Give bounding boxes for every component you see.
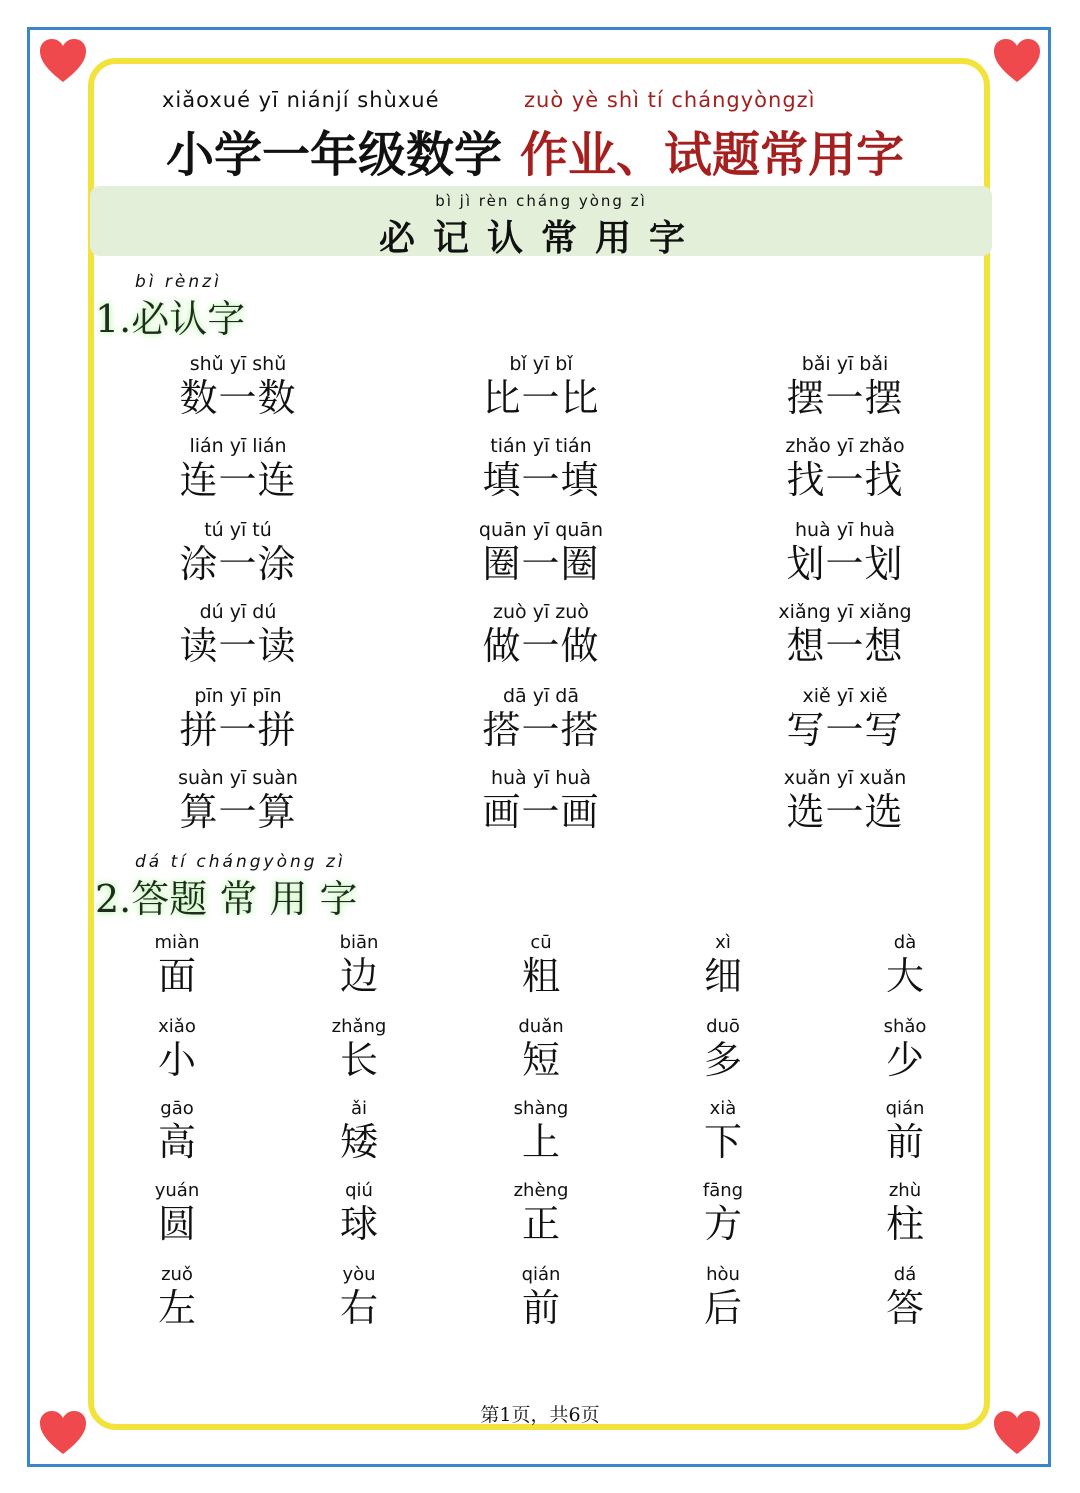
word-item xyxy=(441,684,641,752)
word-chars: 摆一摆 xyxy=(786,376,904,420)
word-chars: 比一比 xyxy=(482,376,600,420)
word-item xyxy=(745,766,945,834)
char-pinyin: yòu xyxy=(342,1264,376,1285)
char-hanzi: 前 xyxy=(521,1286,560,1330)
char-hanzi: 边 xyxy=(339,954,378,998)
char-item xyxy=(481,1264,601,1330)
char-hanzi: 少 xyxy=(885,1038,924,1082)
char-pinyin: duǎn xyxy=(518,1016,564,1037)
char-hanzi: 细 xyxy=(703,954,742,998)
char-item xyxy=(481,1180,601,1246)
char-item xyxy=(845,1180,965,1246)
char-pinyin: zhǎng xyxy=(331,1016,387,1037)
char-hanzi: 正 xyxy=(521,1202,560,1246)
section-1-pinyin: bì rènzì xyxy=(135,272,222,292)
word-chars: 想一想 xyxy=(786,624,904,668)
char-pinyin: dà xyxy=(893,932,917,953)
page-title-black: 小学一年级数学 xyxy=(166,127,503,183)
word-pinyin: tián yī tián xyxy=(490,435,592,457)
word-chars: 划一划 xyxy=(786,542,904,586)
word-pinyin: xuǎn yī xuǎn xyxy=(783,767,907,789)
word-item xyxy=(441,600,641,668)
char-pinyin: fāng xyxy=(702,1180,744,1201)
char-pinyin: hòu xyxy=(706,1264,740,1285)
word-item xyxy=(745,352,945,420)
section-2-title: 2.答题 常 用 字 xyxy=(95,877,358,921)
char-pinyin: xì xyxy=(715,932,731,953)
char-pinyin: qiú xyxy=(345,1180,373,1201)
char-item xyxy=(481,932,601,998)
word-pinyin: suàn yī suàn xyxy=(178,767,298,789)
word-chars: 填一填 xyxy=(482,458,600,502)
char-item xyxy=(845,1016,965,1082)
char-item xyxy=(117,1098,237,1164)
word-chars: 写一写 xyxy=(786,708,904,752)
char-pinyin: gāo xyxy=(160,1098,194,1119)
char-hanzi: 下 xyxy=(703,1120,742,1164)
word-chars: 涂一涂 xyxy=(179,542,297,586)
heart-icon-top-right xyxy=(992,36,1042,86)
char-item xyxy=(663,1016,783,1082)
section-2-pinyin: dá tí chángyòng zì xyxy=(135,852,346,872)
char-hanzi: 短 xyxy=(521,1038,560,1082)
char-pinyin: xià xyxy=(709,1098,737,1119)
word-item xyxy=(441,434,641,502)
word-chars: 搭一搭 xyxy=(482,708,600,752)
char-hanzi: 大 xyxy=(885,954,924,998)
char-hanzi: 球 xyxy=(339,1202,378,1246)
char-pinyin: zhù xyxy=(888,1180,922,1201)
word-chars: 做一做 xyxy=(482,624,600,668)
word-pinyin: huà yī huà xyxy=(490,767,592,789)
word-item xyxy=(138,352,338,420)
char-item xyxy=(481,1098,601,1164)
word-pinyin: quān yī quān xyxy=(478,519,604,541)
banner-pinyin: bì jì rèn cháng yòng zì xyxy=(435,192,647,210)
char-pinyin: shàng xyxy=(513,1098,569,1119)
word-item xyxy=(138,434,338,502)
word-item xyxy=(138,518,338,586)
char-pinyin: yuán xyxy=(154,1180,200,1201)
char-hanzi: 柱 xyxy=(885,1202,924,1246)
char-hanzi: 面 xyxy=(157,954,196,998)
word-pinyin: bǐ yī bǐ xyxy=(509,353,573,375)
word-item xyxy=(138,600,338,668)
char-pinyin: ǎi xyxy=(350,1098,368,1119)
word-pinyin: xiě yī xiě xyxy=(802,685,888,707)
char-hanzi: 后 xyxy=(703,1286,742,1330)
word-item xyxy=(441,518,641,586)
char-item xyxy=(663,1180,783,1246)
word-item xyxy=(441,766,641,834)
char-item xyxy=(481,1016,601,1082)
word-item xyxy=(745,518,945,586)
word-chars: 选一选 xyxy=(786,790,904,834)
char-item xyxy=(845,932,965,998)
word-pinyin: dā yī dā xyxy=(502,685,579,707)
char-item xyxy=(663,1098,783,1164)
char-pinyin: cū xyxy=(530,932,552,953)
char-hanzi: 粗 xyxy=(521,954,560,998)
char-item xyxy=(117,1264,237,1330)
char-pinyin: biān xyxy=(339,932,379,953)
char-pinyin: miàn xyxy=(154,932,200,953)
char-hanzi: 长 xyxy=(339,1038,378,1082)
word-chars: 读一读 xyxy=(179,624,297,668)
word-chars: 连一连 xyxy=(179,458,297,502)
char-hanzi: 答 xyxy=(885,1286,924,1330)
page-footer: 第1页，共6页 xyxy=(480,1404,600,1426)
section-banner xyxy=(90,186,992,259)
char-hanzi: 小 xyxy=(157,1038,196,1082)
char-item xyxy=(845,1098,965,1164)
char-item xyxy=(845,1264,965,1330)
word-pinyin: dú yī dú xyxy=(199,601,277,623)
char-item xyxy=(117,1180,237,1246)
char-item xyxy=(299,1264,419,1330)
word-pinyin: tú yī tú xyxy=(204,519,272,541)
page-title-red: 作业、试题常用字 xyxy=(520,127,905,183)
section-1-title: 1.必认字 xyxy=(95,297,246,341)
title-pinyin-black: xiǎoxué yī niánjí shùxué xyxy=(162,88,440,112)
char-item xyxy=(117,1016,237,1082)
word-chars: 画一画 xyxy=(482,790,600,834)
char-hanzi: 右 xyxy=(339,1286,378,1330)
char-hanzi: 前 xyxy=(885,1120,924,1164)
word-pinyin: pīn yī pīn xyxy=(194,685,282,707)
char-item xyxy=(663,932,783,998)
char-item xyxy=(299,1016,419,1082)
char-pinyin: zhèng xyxy=(513,1180,569,1201)
word-chars: 拼一拼 xyxy=(179,708,297,752)
char-item xyxy=(117,932,237,998)
word-chars: 数一数 xyxy=(179,376,297,420)
word-chars: 找一找 xyxy=(786,458,904,502)
word-item xyxy=(745,684,945,752)
char-pinyin: qián xyxy=(885,1098,925,1119)
word-chars: 圈一圈 xyxy=(482,542,600,586)
word-item xyxy=(745,600,945,668)
char-pinyin: xiǎo xyxy=(158,1016,196,1037)
title-pinyin-red: zuò yè shì tí chángyòngzì xyxy=(524,88,816,112)
char-pinyin: duō xyxy=(706,1016,740,1037)
char-item xyxy=(299,1180,419,1246)
banner-title: 必记认常用字 xyxy=(378,217,703,259)
word-pinyin: xiǎng yī xiǎng xyxy=(778,601,912,623)
word-pinyin: zhǎo yī zhǎo xyxy=(785,435,905,457)
word-item xyxy=(138,766,338,834)
char-item xyxy=(299,1098,419,1164)
word-chars: 算一算 xyxy=(179,790,297,834)
char-hanzi: 方 xyxy=(703,1202,742,1246)
char-hanzi: 圆 xyxy=(157,1202,196,1246)
heart-icon-top-left xyxy=(38,36,88,86)
word-item xyxy=(745,434,945,502)
word-pinyin: lián yī lián xyxy=(189,435,287,457)
word-pinyin: huà yī huà xyxy=(794,519,896,541)
char-pinyin: shǎo xyxy=(883,1016,927,1037)
word-pinyin: bǎi yī bǎi xyxy=(801,353,889,375)
char-pinyin: zuǒ xyxy=(161,1264,193,1285)
char-hanzi: 多 xyxy=(703,1038,742,1082)
char-item xyxy=(663,1264,783,1330)
word-item xyxy=(138,684,338,752)
word-pinyin: shǔ yī shǔ xyxy=(189,353,287,375)
char-pinyin: qián xyxy=(521,1264,561,1285)
char-hanzi: 左 xyxy=(157,1286,196,1330)
char-hanzi: 高 xyxy=(157,1120,196,1164)
char-item xyxy=(299,932,419,998)
word-pinyin: zuò yī zuò xyxy=(493,601,589,623)
char-hanzi: 矮 xyxy=(339,1120,378,1164)
char-pinyin: dá xyxy=(893,1264,917,1285)
word-item xyxy=(441,352,641,420)
char-hanzi: 上 xyxy=(521,1120,560,1164)
